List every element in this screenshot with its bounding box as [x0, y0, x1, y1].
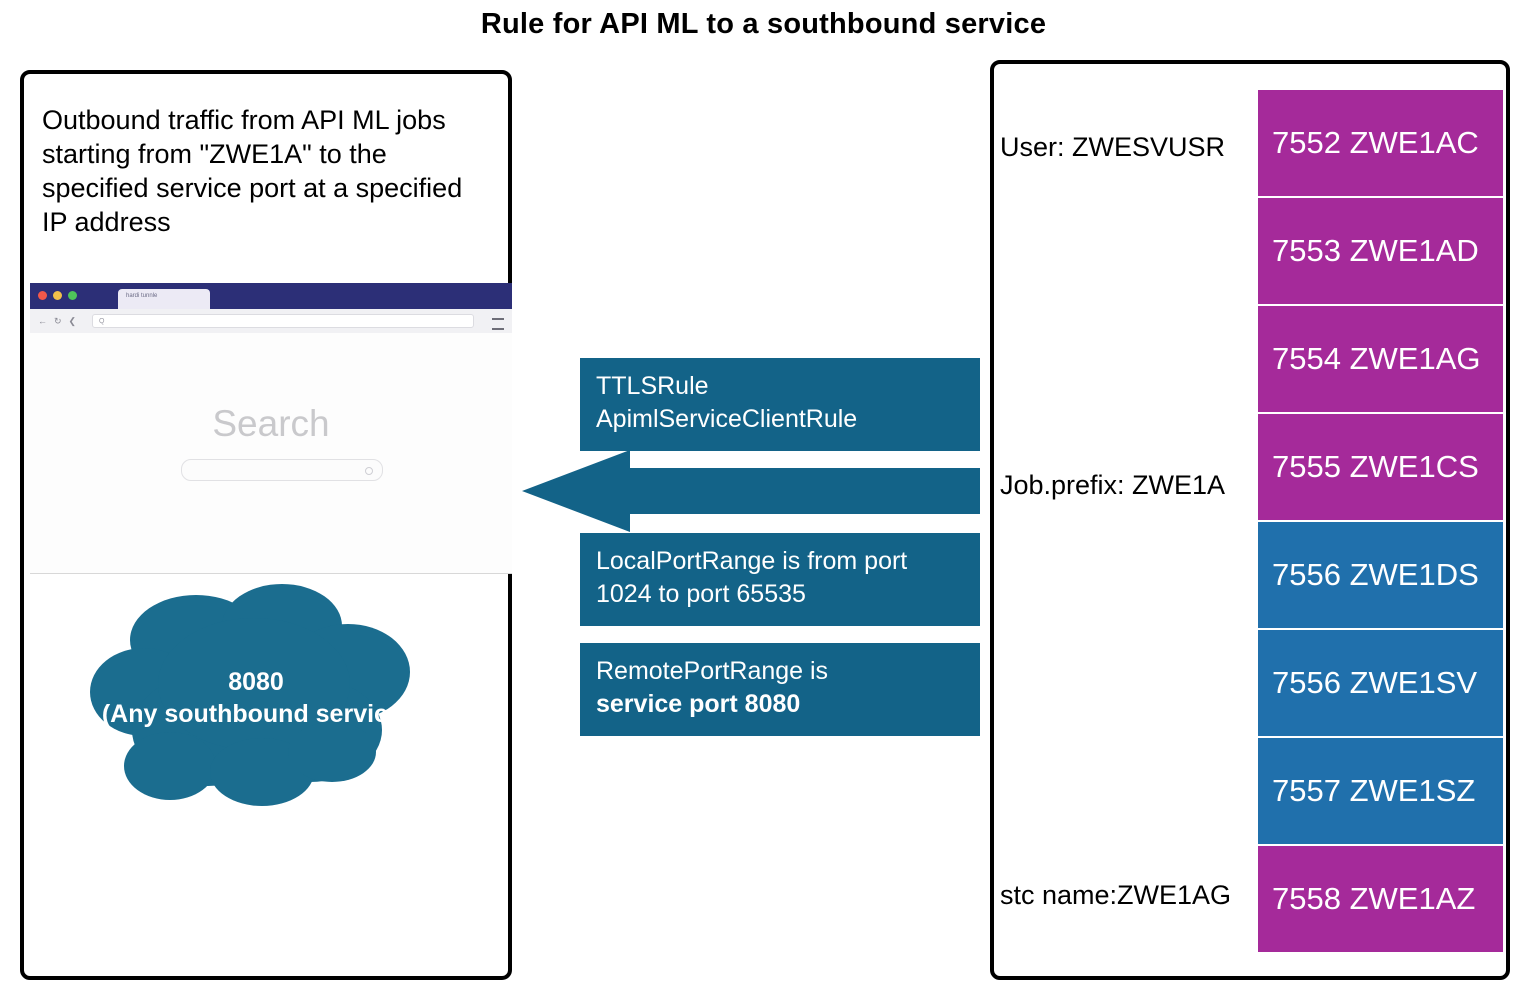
job-entry-label: 7552 ZWE1AC — [1272, 125, 1479, 160]
label-user: User: ZWESVUSR — [1000, 132, 1226, 162]
minimize-window-icon[interactable] — [53, 291, 62, 300]
job-entry-label: 7557 ZWE1SZ — [1272, 773, 1476, 808]
callout-ttls-rule — [580, 358, 980, 451]
southbound-service-cloud — [86, 580, 426, 820]
list-item[interactable] — [1258, 306, 1503, 414]
job-entry-label: 7555 ZWE1CS — [1272, 449, 1479, 484]
ttls-rule-line2: ApimlServiceClientRule — [596, 405, 858, 433]
navigation-icons[interactable]: ←↻❮ — [38, 316, 84, 326]
maximize-window-icon[interactable] — [68, 291, 77, 300]
close-window-icon[interactable] — [38, 291, 47, 300]
list-item[interactable] — [1258, 846, 1503, 954]
list-item[interactable] — [1258, 522, 1503, 630]
browser-toolbar — [30, 309, 512, 334]
remote-port-range-emphasis: service port 8080 — [596, 690, 801, 718]
outbound-traffic-caption: Outbound traffic from API ML jobs starting from "ZWE1A" to the specified service port at a specified IP address — [42, 105, 463, 237]
job-entry-label: 7554 ZWE1AG — [1272, 341, 1481, 376]
list-item[interactable] — [1258, 198, 1503, 306]
page-title: Rule for API ML to a southbound service — [480, 8, 1047, 40]
browser-viewport — [30, 333, 512, 573]
address-bar[interactable]: Q — [92, 314, 474, 328]
browser-titlebar — [30, 283, 512, 309]
flow-arrow-icon — [522, 450, 980, 532]
cloud-label — [86, 666, 426, 730]
browser-mockup — [30, 283, 512, 574]
list-item[interactable] — [1258, 738, 1503, 846]
job-entry-label: 7558 ZWE1AZ — [1272, 881, 1476, 916]
job-list — [1258, 90, 1503, 954]
search-icon — [365, 467, 373, 475]
list-item[interactable] — [1258, 630, 1503, 738]
ttls-rule-line1: TTLSRule — [596, 372, 709, 400]
callout-local-port-range — [580, 533, 980, 626]
search-heading: Search — [212, 403, 330, 444]
job-entry-label: 7556 ZWE1DS — [1272, 557, 1479, 592]
remote-port-range-prefix: RemotePortRange is — [596, 657, 829, 685]
label-stc-name: stc name:ZWE1AG — [1000, 880, 1232, 910]
search-input[interactable] — [181, 459, 383, 481]
list-item[interactable] — [1258, 90, 1503, 198]
window-controls — [38, 291, 77, 300]
job-entry-label: 7553 ZWE1AD — [1272, 233, 1479, 268]
cloud-subtitle: (Any southbound service) — [101, 700, 411, 728]
menu-icon[interactable] — [492, 318, 504, 330]
cloud-port: 8080 — [228, 668, 284, 696]
label-job-prefix: Job.prefix: ZWE1A — [1000, 470, 1226, 500]
callout-remote-port-range — [580, 643, 980, 736]
job-entry-label: 7556 ZWE1SV — [1272, 665, 1478, 700]
browser-tab[interactable]: hardi tunnle — [118, 289, 210, 309]
list-item[interactable] — [1258, 414, 1503, 522]
local-port-range-text: LocalPortRange is from port 1024 to port 65535 — [596, 547, 908, 608]
